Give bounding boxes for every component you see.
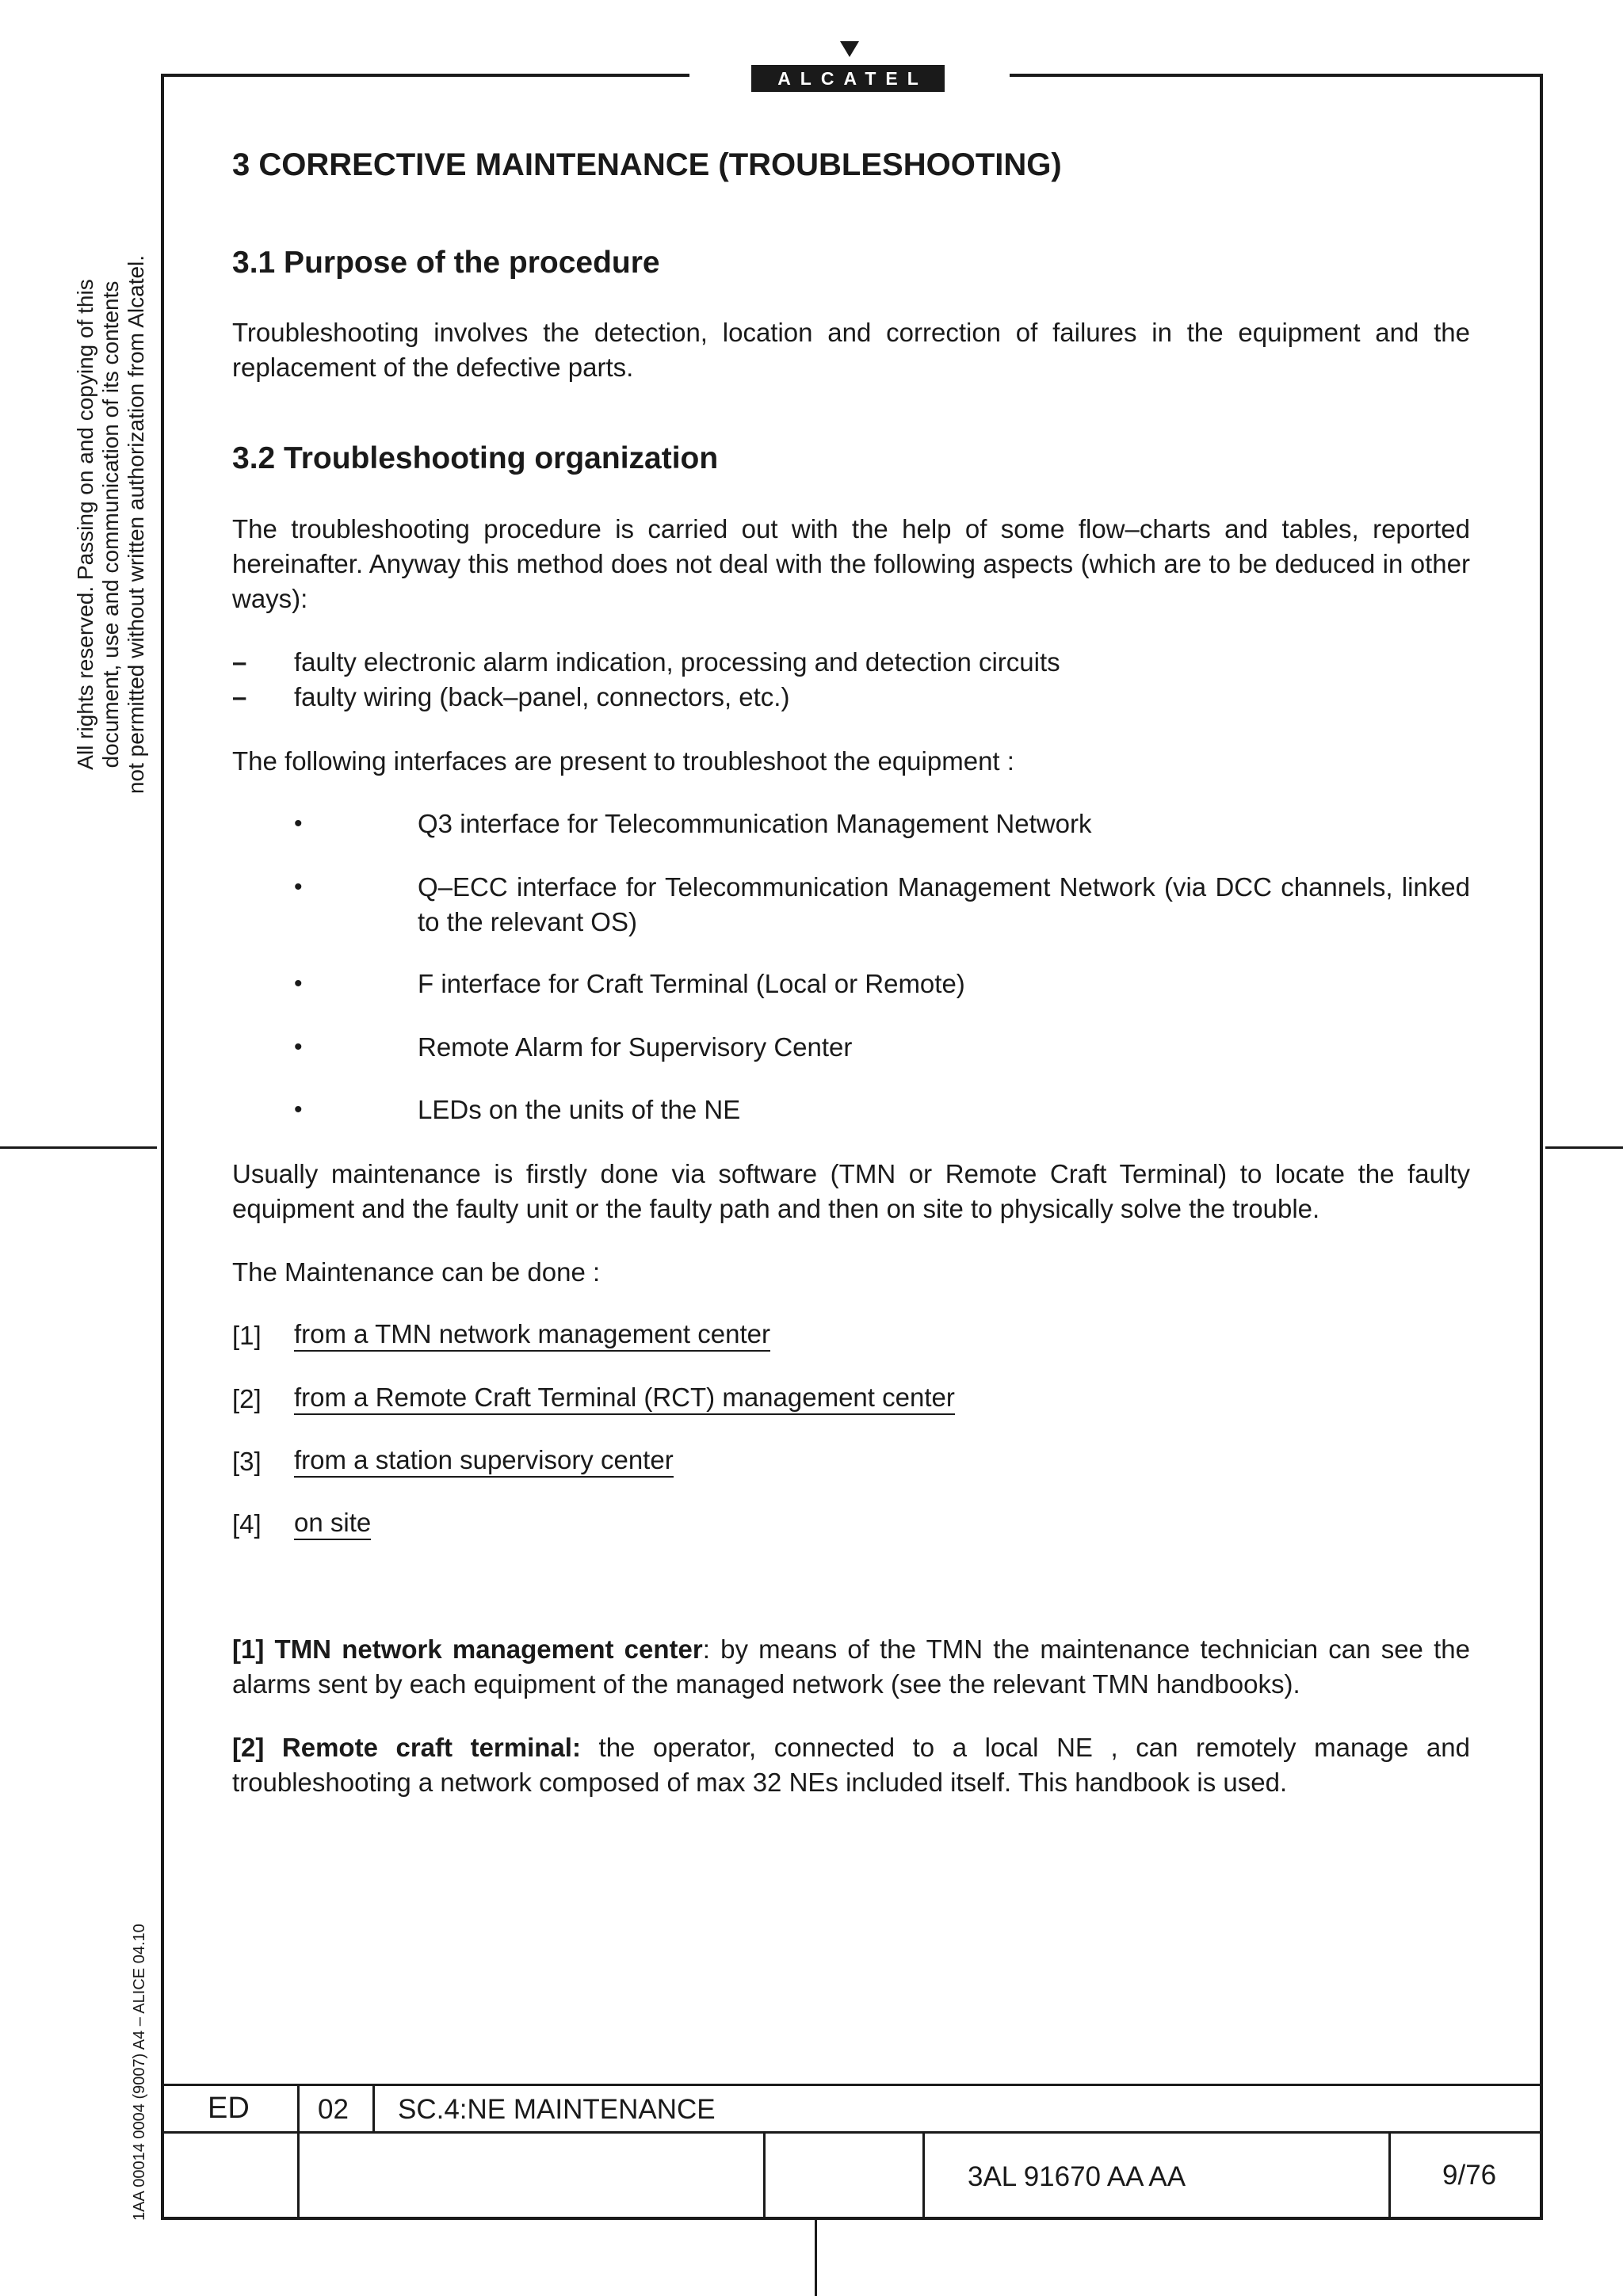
list-item-text: faulty wiring (back–panel, connectors, etc.) [294, 682, 790, 711]
fold-mark-left [0, 1146, 157, 1149]
edition-value: 02 [318, 2094, 349, 2125]
footer-divider [372, 2084, 375, 2133]
alcatel-logo: ALCATEL [751, 65, 945, 92]
rct-heading: [2] Remote craft terminal: [232, 1733, 581, 1762]
list-item-text: Remote Alarm for Supervisory Center [418, 1032, 853, 1062]
fold-mark-bottom [815, 2220, 817, 2296]
document-reference: 1AA 00014 0004 (9007) A4 – ALICE 04.10 [131, 1924, 148, 2221]
list-item-text: faulty electronic alarm indication, processing and detection circuits [294, 647, 1060, 677]
page-frame [161, 74, 1543, 2220]
footer-divider [297, 2084, 300, 2220]
item-label: on site [294, 1507, 371, 1540]
footer-divider [922, 2131, 925, 2220]
subsection-3-1-title: 3.1 Purpose of the procedure [232, 246, 660, 280]
list-item [294, 807, 1470, 841]
document-number: 3AL 91670 AA AA [968, 2161, 1186, 2192]
list-item [294, 870, 1470, 940]
item-number: [3] [232, 1447, 262, 1476]
subsection-3-2-intro: The troubleshooting procedure is carried out with the help of some flow–charts and tables, reported hereinafter. Anyway this method does not deal with the following aspects (which are to be deduced in other ways): [232, 514, 1470, 613]
subsection-3-1-text: Troubleshooting involves the detection, location and correction of failures in the equipment and the replacement of the defective parts. [232, 318, 1470, 382]
footer-divider [763, 2131, 766, 2220]
footer-title: SC.4:NE MAINTENANCE [398, 2094, 716, 2125]
bullet-marker: • [294, 1034, 303, 1060]
footer-divider [1388, 2131, 1391, 2220]
dash-marker: – [232, 647, 247, 677]
bullet-marker: • [294, 810, 303, 837]
list-item [294, 1093, 1470, 1127]
logo-triangle-icon [840, 41, 859, 57]
dash-marker: – [232, 682, 247, 711]
page-number: 9/76 [1442, 2160, 1497, 2191]
copyright-notice [73, 247, 149, 802]
footer-top-line [161, 2084, 1543, 2086]
item-number: [4] [232, 1509, 262, 1539]
tmn-text: : by means of the TMN the maintenance technician can see the alarms sent by each equipment of the managed network (see the relevant TMN handbooks). [232, 1634, 1470, 1699]
tmn-paragraph [232, 1632, 1470, 1702]
edition-label: ED [208, 2092, 250, 2125]
bullet-marker: • [294, 1097, 303, 1123]
section-title: 3 CORRECTIVE MAINTENANCE (TROUBLESHOOTING) [232, 147, 1062, 182]
copyright-line: document, use and communication of its contents [98, 280, 123, 769]
list-item [294, 1030, 1470, 1065]
item-label: from a TMN network management center [294, 1318, 770, 1352]
item-label: from a station supervisory center [294, 1444, 674, 1478]
copyright-line: not permitted without written authorization from Alcatel. [124, 254, 148, 795]
list-item-text: F interface for Craft Terminal (Local or Remote) [418, 969, 965, 998]
subsection-3-2-title: 3.2 Troubleshooting organization [232, 441, 719, 475]
bullet-marker: • [294, 971, 303, 997]
item-number: [2] [232, 1384, 262, 1413]
interfaces-intro: The following interfaces are present to troubleshoot the equipment : [232, 746, 1014, 776]
tmn-heading: [1] TMN network management center [232, 1634, 703, 1664]
list-item [294, 967, 1470, 1001]
list-item-text: LEDs on the units of the NE [418, 1095, 741, 1124]
rct-text: the operator, connected to a local NE , can remotely manage and troubleshooting a network composed of max 32 NEs included itself. This handbook is used. [232, 1733, 1470, 1797]
fold-mark-right [1545, 1146, 1623, 1149]
usually-paragraph: Usually maintenance is firstly done via software (TMN or Remote Craft Terminal) to locate the faulty equipment and the faulty unit or the faulty path and then on site to physically solve the trouble. [232, 1159, 1470, 1223]
list-item-text: Q–ECC interface for Telecommunication Management Network (via DCC channels, linked to the relevant OS) [418, 872, 1470, 936]
item-label: from a Remote Craft Terminal (RCT) management center [294, 1382, 955, 1415]
bullet-marker: • [294, 874, 303, 900]
copyright-line: All rights reserved. Passing on and copying of this [73, 279, 97, 770]
footer-mid-line [161, 2131, 1543, 2134]
list-item-text: Q3 interface for Telecommunication Management Network [418, 809, 1092, 838]
item-number: [1] [232, 1321, 262, 1350]
done-intro: The Maintenance can be done : [232, 1257, 601, 1287]
rct-paragraph [232, 1730, 1470, 1800]
